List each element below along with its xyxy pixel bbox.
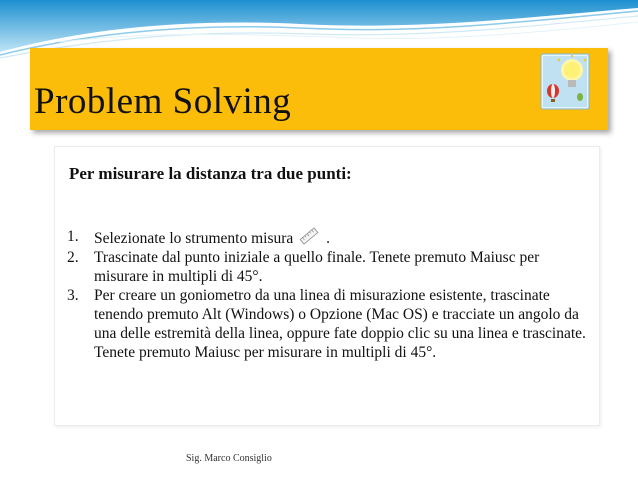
lightbulb-balloons-logo-icon bbox=[540, 53, 590, 110]
slide-title: Problem Solving bbox=[34, 81, 292, 122]
steps-list bbox=[67, 227, 587, 362]
step-number: 3. bbox=[67, 287, 79, 304]
footer-author: Sig. Marco Consiglio bbox=[186, 453, 272, 464]
list-item bbox=[67, 248, 587, 286]
step-number: 1. bbox=[67, 228, 79, 245]
step-number: 2. bbox=[67, 249, 79, 266]
step-text: Trascinate dal punto iniziale a quello finale. Tenete premuto Maiusc per misurare in multipli di 45°. bbox=[94, 249, 540, 285]
list-item bbox=[67, 227, 587, 248]
list-item bbox=[67, 286, 587, 362]
content-heading: Per misurare la distanza tra due punti: bbox=[69, 164, 352, 183]
content-panel bbox=[54, 146, 600, 426]
ruler-tool-icon bbox=[299, 227, 319, 245]
step-text: Selezionate lo strumento misura bbox=[94, 230, 294, 247]
step-text-end: . bbox=[326, 230, 330, 247]
step-text: Per creare un goniometro da una linea di misurazione esistente, trascinate tenendo premuto Alt (Windows) o Opzione (Mac OS) e tracciate un angolo da una delle estremità della linea, oppure fate doppio clic su una linea e trascinate. Tenete premuto Maiusc per misurare in multipli di 45°. bbox=[94, 287, 586, 361]
title-bar bbox=[30, 48, 608, 130]
